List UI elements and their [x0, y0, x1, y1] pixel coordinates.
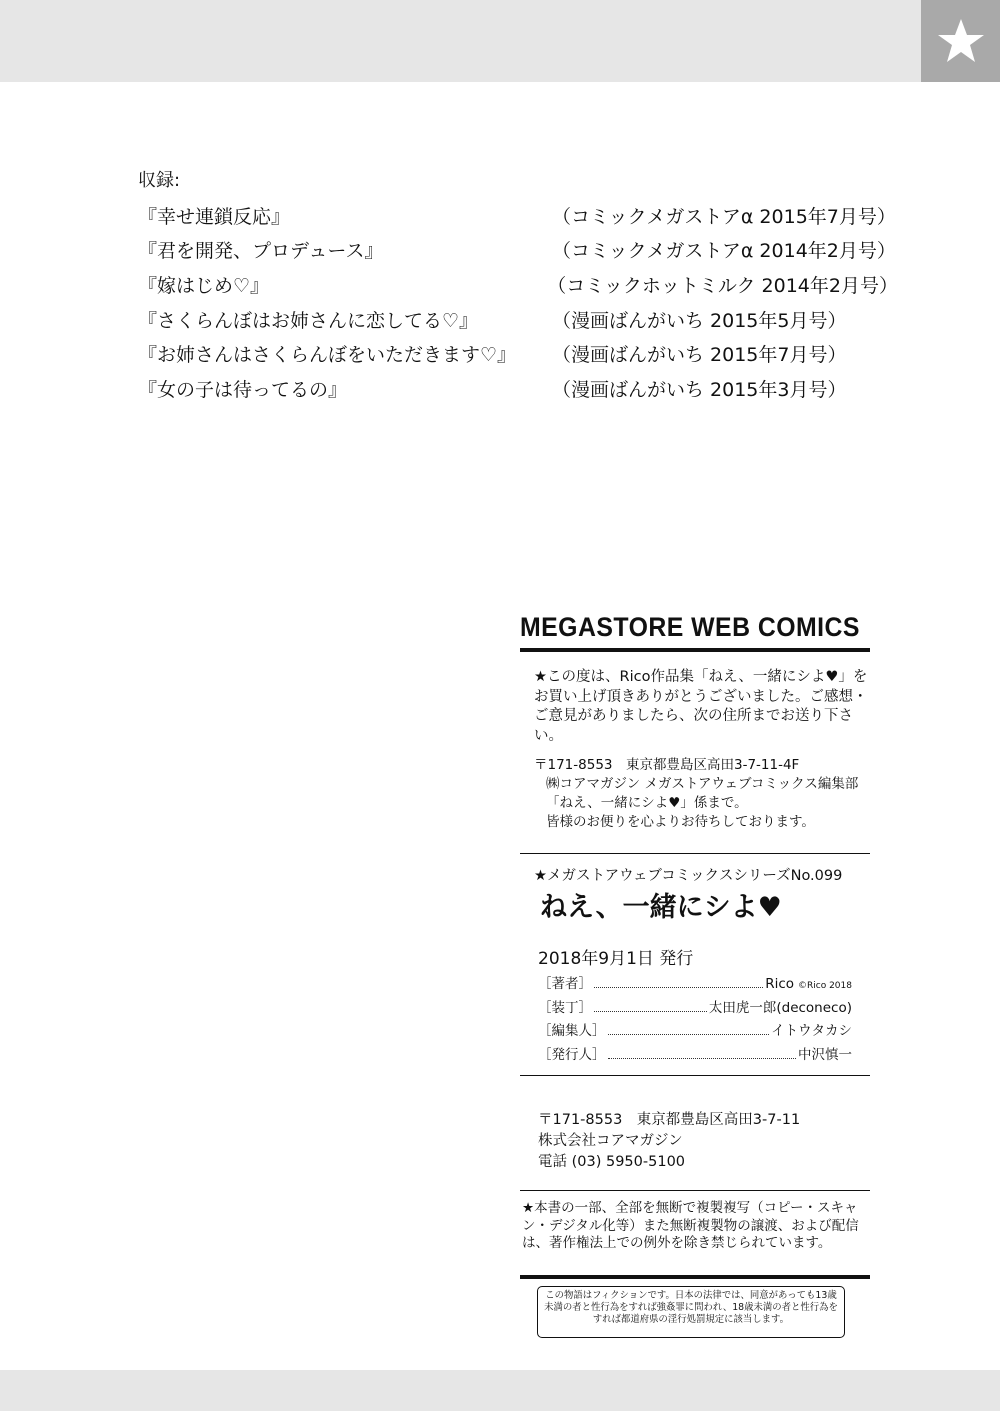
credit-role: ［著者］ [538, 976, 592, 992]
story-title: 『嫁はじめ♡』 [138, 274, 270, 297]
leader-dots [608, 1058, 797, 1059]
contents-heading: 収録: [138, 170, 181, 191]
series-number: ★メガストアウェブコミックスシリーズNo.099 [534, 868, 843, 884]
story-title: 『お姉さんはさくらんぼをいただきます♡』 [138, 344, 517, 367]
credit-row [538, 1043, 852, 1067]
story-title: 『さくらんぼはお姉さんに恋してる♡』 [138, 309, 479, 332]
fiction-disclaimer: この物語はフィクションです。日本の法律では、同意があっても13歳未満の者と性行為をすれば強姦罪に問われ、18歳未満の者と性行為をすれば都道府県の淫行処罰規定に該当します。 [537, 1286, 845, 1338]
address-line: 〒171-8553 東京都豊島区高田3-7-11-4F [534, 757, 800, 773]
story-source: （コミックホットミルク 2014年2月号） [547, 274, 898, 297]
story-title: 『幸せ連鎖反応』 [138, 205, 291, 228]
leader-dots [594, 1011, 707, 1012]
imprint-title: MEGASTORE WEB COMICS [520, 612, 860, 642]
story-source: （漫画ばんがいち 2015年5月号） [552, 309, 847, 332]
copyright-notice: ★本書の一部、全部を無断で複製複写（コピー・スキャン・デジタル化等）また無断複製物の譲渡、および配信は、著作権法上での例外を除き禁じられています。 [522, 1200, 859, 1251]
story-source: （漫画ばんがいち 2015年7月号） [552, 344, 847, 367]
list-item [138, 336, 898, 371]
story-source: （コミックメガストアα 2015年7月号） [552, 205, 896, 228]
divider [520, 1190, 870, 1191]
list-item [138, 198, 898, 233]
leader-dots [594, 987, 763, 988]
credit-row [538, 996, 852, 1020]
story-title: 『君を開発、プロデュース』 [138, 240, 384, 263]
contents-list [138, 198, 898, 406]
thanks-message: ★この度は、Rico作品集「ねえ、一緒にシよ♥」をお買い上げ頂きありがとうございました。ご感想・ご意見がありましたら、次の住所までお送り下さい。 [534, 669, 868, 744]
star-icon [936, 16, 986, 66]
publisher-address: 〒171-8553 東京都豊島区高田3-7-11 [538, 1112, 801, 1128]
divider [520, 1075, 870, 1076]
credit-role: ［発行人］ [538, 1046, 606, 1063]
publisher-info [538, 1110, 800, 1173]
divider [520, 1275, 870, 1279]
address-line: 「ねえ、一緒にシよ♥」係まで。 [546, 795, 748, 811]
story-source: （コミックメガストアα 2014年2月号） [552, 240, 896, 263]
credit-row [538, 1019, 852, 1043]
credit-role: ［装丁］ [538, 999, 592, 1016]
star-badge [921, 0, 1000, 82]
address-line: 皆様のお便りを心よりお待ちしております。 [546, 814, 815, 830]
book-title: ねえ、一緒にシよ♥ [540, 892, 782, 923]
credits-list [538, 972, 852, 1066]
list-item [138, 233, 898, 268]
copyright-mark: ©Rico 2018 [798, 981, 852, 991]
divider [520, 853, 870, 854]
credit-name: 太田虎一郎(deconeco) [708, 999, 852, 1016]
list-item [138, 267, 898, 302]
credit-name: 中沢慎一 [798, 1046, 852, 1063]
list-item [138, 302, 898, 337]
story-title: 『女の子は待ってるの』 [138, 378, 348, 401]
header-band [0, 0, 921, 82]
credit-name: イトウタカシ [771, 1023, 852, 1039]
list-item [138, 371, 898, 406]
footer-band [0, 1370, 1000, 1411]
publication-date: 2018年9月1日 発行 [538, 949, 694, 969]
address-line: ㈱コアマガジン メガストアウェブコミックス編集部 [546, 776, 859, 792]
publisher-name: 株式会社コアマガジン [538, 1133, 683, 1149]
credit-name: Rico [765, 976, 795, 992]
story-source: （漫画ばんがいち 2015年3月号） [552, 378, 847, 401]
divider [520, 648, 870, 652]
publisher-phone: 電話 (03) 5950-5100 [538, 1154, 686, 1170]
mailing-address [534, 756, 869, 832]
credit-role: ［編集人］ [538, 1023, 606, 1039]
leader-dots [608, 1034, 770, 1035]
credit-row [538, 972, 852, 996]
